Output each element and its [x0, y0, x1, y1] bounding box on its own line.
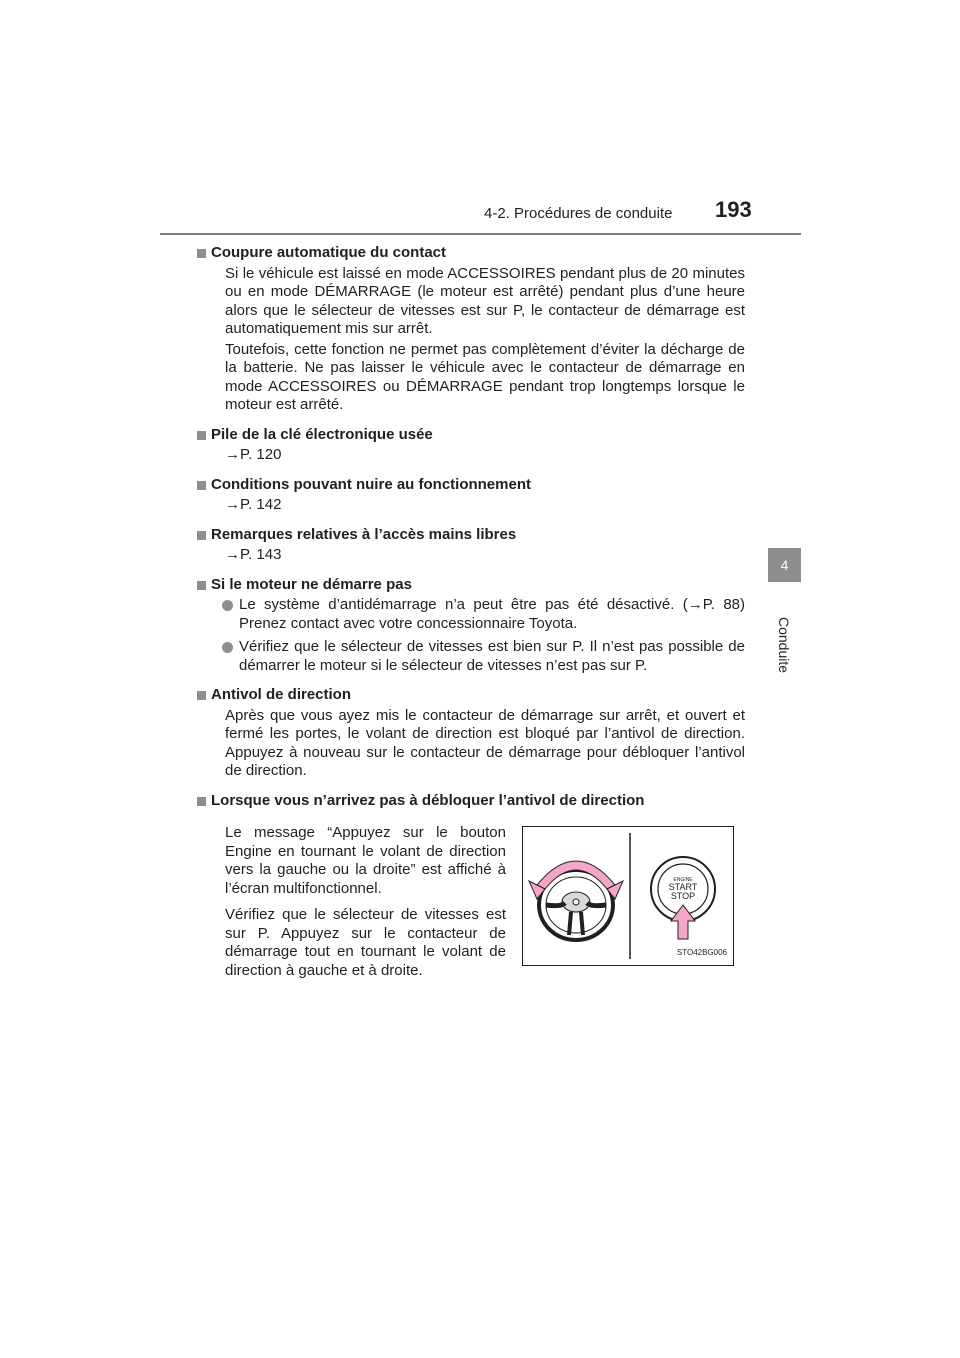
page-reference[interactable]: →P. 142 [225, 496, 282, 513]
square-bullet-icon [197, 581, 206, 590]
chapter-tab[interactable]: 4 [768, 548, 801, 582]
page-reference[interactable]: →P. 120 [225, 446, 282, 463]
square-bullet-icon [197, 481, 206, 490]
list-item: Le système d’antidémarrage n’a peut être pas été désactivé. (→P. 88) Prenez contact avec votre concessionnaire Toyota. [239, 596, 745, 633]
paragraph: Après que vous ayez mis le contacteur de démarrage sur arrêt, et ouvert et fermé les portes, le volant de direction est bloqué par l’antivol de direction. Appuyez à nouveau sur le contacteur de démarrage pour débloquer l’antivol de direction. [225, 706, 745, 779]
button-label-engine: ENGINE [673, 877, 693, 883]
paragraph: Le message “Appuyez sur le bouton Engine en tournant le volant de direction vers la gauche ou la droite” est affiché à l’écran multifonctionnel. [225, 824, 506, 897]
section-heading: Pile de la clé électronique usée [197, 426, 745, 445]
section-heading: Coupure automatique du contact [197, 244, 745, 263]
square-bullet-icon [197, 249, 206, 258]
round-bullet-icon [222, 642, 233, 653]
page-number: 193 [715, 197, 752, 222]
illustration [522, 826, 734, 966]
round-bullet-icon [222, 600, 233, 611]
section-heading: Si le moteur ne démarre pas [197, 576, 745, 595]
engine-start-stop-button-icon [651, 857, 715, 939]
button-label-stop: STOP [670, 891, 696, 901]
square-bullet-icon [197, 431, 206, 440]
square-bullet-icon [197, 531, 206, 540]
square-bullet-icon [197, 691, 206, 700]
section-heading: Conditions pouvant nuire au fonctionnement [197, 476, 745, 495]
paragraph: Vérifiez que le sélecteur de vitesses est sur P. Appuyez sur le contacteur de démarrage tout en tournant le volant de direction à gauche et à droite. [225, 906, 506, 979]
left-text-column [225, 824, 506, 980]
button-label-start: START [668, 882, 698, 892]
press-arrow-icon [671, 905, 695, 939]
section-heading: Antivol de direction [197, 686, 745, 705]
chapter-label: Conduite [776, 616, 793, 674]
list-item: Vérifiez que le sélecteur de vitesses est bien sur P. Il n’est pas possible de démarrer le moteur si le sélecteur de vitesses n’est pas sur P. [239, 638, 745, 675]
header-rule [160, 233, 801, 235]
section-heading: Remarques relatives à l’accès mains libres [197, 526, 745, 545]
paragraph: Si le véhicule est laissé en mode ACCESSOIRES pendant plus de 20 minutes ou en mode DÉMARRAGE (le moteur est arrêté) pendant plus d’une heure alors que le sélecteur de vitesses est sur P, le contacteur de démarrage est automatiquement mis sur arrêt. [225, 264, 745, 337]
paragraph: Toutefois, cette fonction ne permet pas complètement d’éviter la décharge de la batterie. Ne pas laisser le véhicule avec le contacteur de démarrage en mode ACCESSOIRES ou DÉMARRAGE pendant trop longtemps lorsque le moteur est arrêté. [225, 340, 745, 413]
page-content [211, 240, 745, 979]
illustration-code: STO42BG006 [676, 947, 727, 957]
section-heading: Lorsque vous n’arrivez pas à débloquer l’antivol de direction [197, 792, 745, 811]
page-reference[interactable]: →P. 143 [225, 546, 282, 563]
header-section-title: 4-2. Procédures de conduite [484, 205, 673, 222]
square-bullet-icon [197, 797, 206, 806]
